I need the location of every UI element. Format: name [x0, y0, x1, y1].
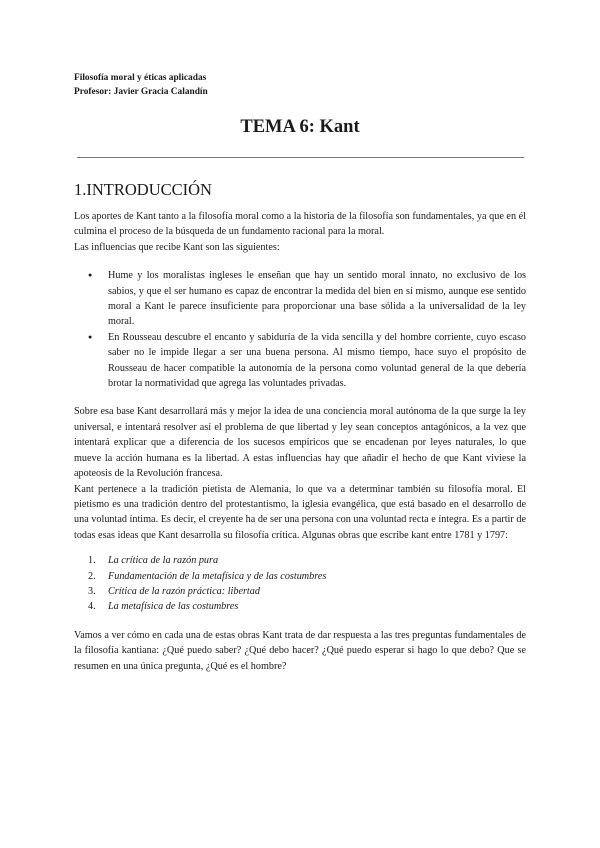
- works-list: [74, 553, 526, 615]
- influences-paragraph: Las influencias que recibe Kant son las siguientes:: [74, 241, 280, 253]
- closing-paragraph: Vamos a ver cómo en cada una de estas obras Kant trata de dar respuesta a las tres preguntas fundamentales de la filosofía kantiana: ¿Qué puedo saber? ¿Qué debo hacer? ¿Qué puedo esperar si hago lo que debo? Que se resumen en una única pregunta, ¿Qué es el hombre?: [74, 629, 526, 672]
- document-header: [74, 71, 208, 99]
- list-item: [74, 553, 526, 568]
- list-item: [74, 584, 526, 599]
- page-title: TEMA 6: Kant: [240, 117, 360, 137]
- work-title: Crítica de la razón práctica: libertad: [108, 585, 260, 597]
- title-divider: [77, 157, 524, 158]
- list-number: 3.: [88, 585, 96, 597]
- course-name: Filosofía moral y éticas aplicadas: [74, 73, 207, 83]
- list-item: ● Hume y los moralistas ingleses le enseñan que hay un sentido moral innato, no exclusivo de los sabios, y que el ser humano es capaz de encontrar la medida del bien en sí mismo, aunque ese sentido moral a Kant le parece insuficiente para proporcionar una base sólida a la universalidad de la ley moral.: [74, 268, 526, 330]
- list-number: 1.: [88, 555, 96, 567]
- work-title: La metafísica de las costumbres: [108, 601, 239, 613]
- list-number: 2.: [88, 570, 96, 582]
- work-title: Fundamentación de la metafísica y de las costumbres: [108, 570, 327, 582]
- list-item: [74, 569, 526, 584]
- intro-paragraph: Los aportes de Kant tanto a la filosofía moral como a la historia de la filosofía son fundamentales, ya que en él culmina el proceso de la búsqueda de un fundamento racional para la moral.: [74, 211, 526, 238]
- base-paragraph: Sobre esa base Kant desarrollará más y mejor la idea de una conciencia moral autónoma de la que surge la ley universal, e intentará resolver así el problema de que libertad y ley sean conceptos antagónicos, a la vez que intentará explicar que a diferencia de los sucesos empíricos que se encadenan por leyes naturales, lo que mueve la acción humana es la libertad. A estas influencias hay que añadir el hecho de que Kant viviese la apoteosis de la Revolución francesa.: [74, 406, 526, 480]
- document-body: [74, 209, 526, 674]
- section-heading: 1.INTRODUCCIÓN: [74, 180, 212, 199]
- professor-name: Profesor: Javier Gracia Calandín: [74, 87, 208, 97]
- pietism-paragraph: Kant pertenece a la tradición pietista de Alemania, lo que va a determinar también su filosofía moral. El pietismo es una tradición dentro del protestantismo, la iglesia evangélica, que está basado en el desarrollo de una voluntad íntima. Es decir, el creyente ha de ser una persona con una voluntad recta e íntegra. Es a partir de todas esas ideas que Kant desarrolla su filosofía crítica. Algunas obras que escribe kant entre 1781 y 1797:: [74, 483, 526, 541]
- list-number: 4.: [88, 601, 96, 613]
- list-item: [74, 599, 526, 614]
- influences-list: [74, 268, 526, 391]
- list-item: ● En Rousseau descubre el encanto y sabiduría de la vida sencilla y del hombre corriente, cuyo escaso saber no le impide llegar a ser una buena persona. Al mismo tiempo, hace suyo el propósito de Rousseau de hacer compatible la autonomía de la persona como voluntad general de la que debería brotar la normatividad que agrega las voluntades privadas.: [74, 330, 526, 392]
- work-title: La crítica de la razón pura: [108, 555, 219, 567]
